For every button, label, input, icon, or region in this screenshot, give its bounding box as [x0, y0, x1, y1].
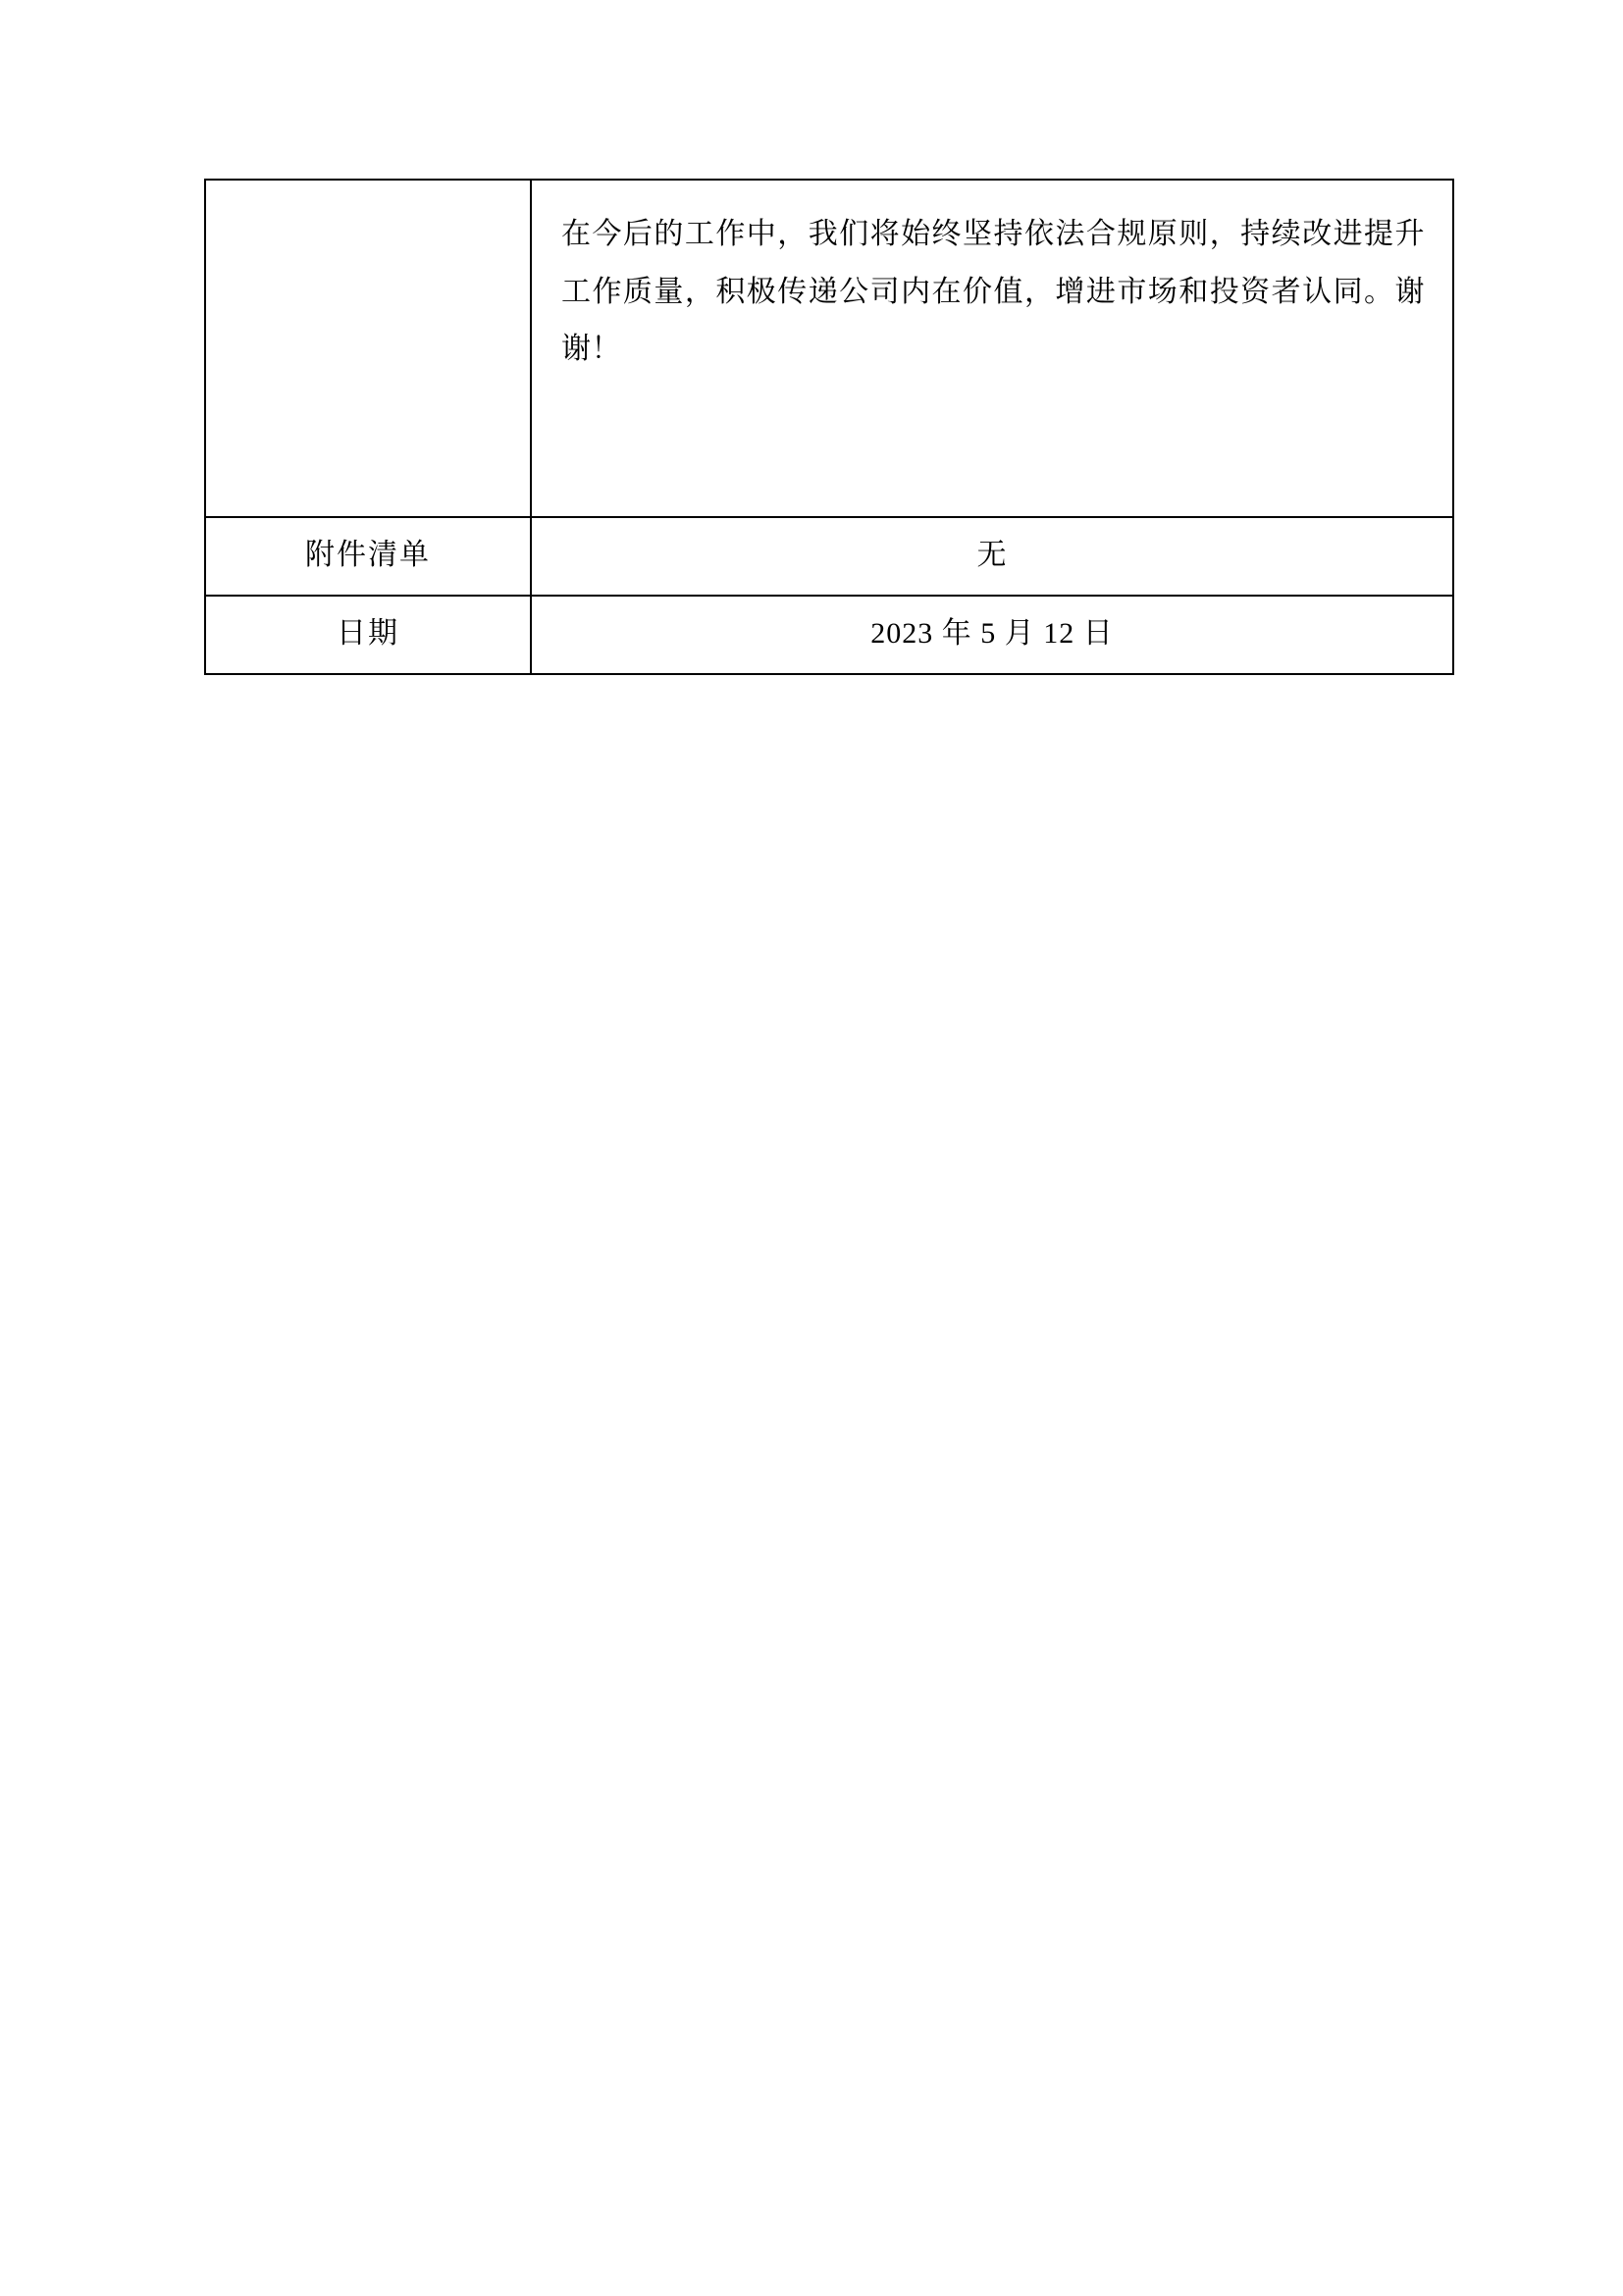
table-cell-date-label	[205, 596, 531, 674]
attachment-list-value: 无	[976, 539, 1008, 571]
closing-statement-text: 在今后的工作中，我们将始终坚持依法合规原则，持续改进提升工作质量，积极传递公司内在价值，增进市场和投资者认同。谢谢！	[561, 218, 1425, 365]
attachment-list-label: 附件清单	[305, 539, 431, 571]
table-cell-label-empty	[205, 180, 531, 517]
table-cell-closing-statement	[531, 180, 1453, 517]
table-row	[205, 180, 1453, 517]
date-label: 日期	[337, 617, 399, 650]
date-value: 2023 年 5 月 12 日	[870, 617, 1114, 650]
closing-statement-label	[206, 181, 530, 516]
table-row	[205, 596, 1453, 674]
table-row	[205, 517, 1453, 596]
table-cell-attachment-label	[205, 517, 531, 596]
table-cell-attachment-value	[531, 517, 1453, 596]
table-cell-date-value	[531, 596, 1453, 674]
document-table	[204, 179, 1454, 675]
